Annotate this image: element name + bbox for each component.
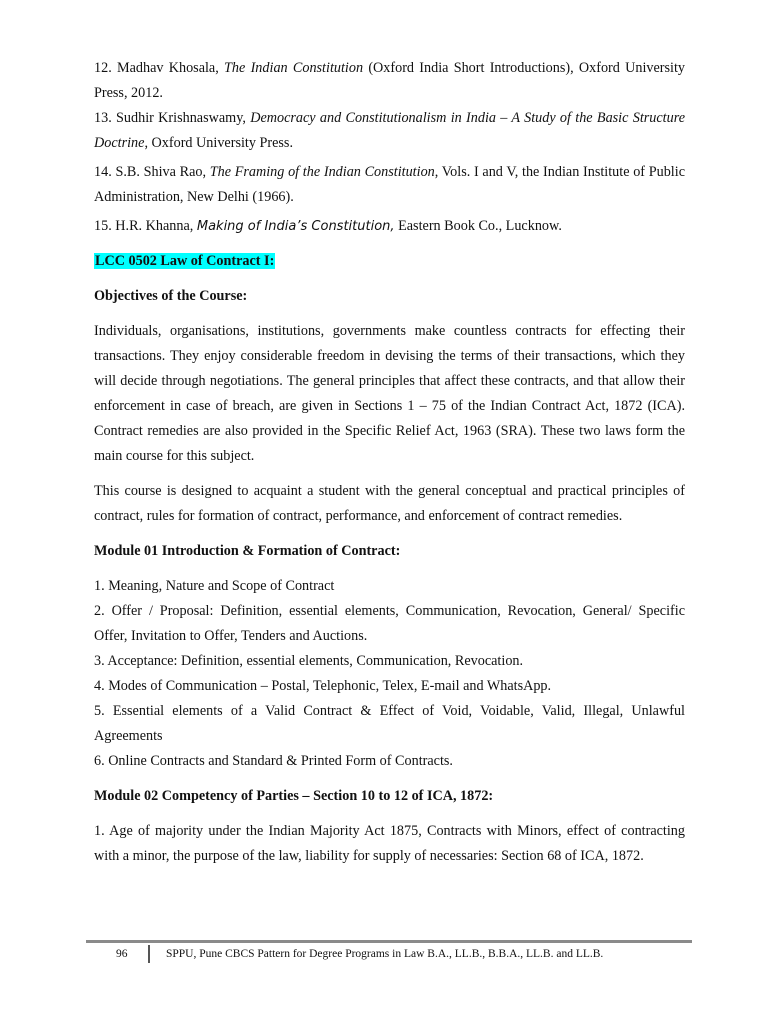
footer-separator [148,945,150,963]
course-title [94,249,685,274]
module-02-heading: Module 02 Competency of Parties – Section 10 to 12 of ICA, 1872: [94,788,494,804]
module-01-item: 3. Acceptance: Definition, essential elements, Communication, Revocation. [94,653,524,669]
page-number: 96 [116,948,128,960]
module-01-item: 6. Online Contracts and Standard & Printed Form of Contracts. [94,753,453,769]
module-01-item: 5. Essential elements of a Valid Contract & Effect of Void, Voidable, Valid, Illegal, Unlawful Agreements [94,703,685,744]
footer-text: SPPU, Pune CBCS Pattern for Degree Programs in Law B.A., LL.B., B.B.A., LL.B. and LL.B. [166,948,604,960]
course-title-highlight: LCC 0502 Law of Contract I: [95,253,275,269]
ref-author: 14. S.B. Shiva Rao, [94,164,210,180]
module-01-heading: Module 01 Introduction & Formation of Contract: [94,543,401,559]
ref-publisher: , Oxford University Press. [144,135,293,151]
ref-title: Making of India’s Constitution, [196,219,395,234]
reference-15 [94,214,685,239]
module-01-item: 4. Modes of Communication – Postal, Telephonic, Telex, E-mail and WhatsApp. [94,678,552,694]
ref-publisher: Eastern Book Co., Lucknow. [394,218,562,234]
reference-12 [94,56,685,106]
ref-publisher: , Vols. I and V, the Indian Institute of Public Administration, New Delhi (1966). [94,164,685,205]
objectives-heading: Objectives of the Course: [94,288,248,304]
ref-author: 13. Sudhir Krishnaswamy, [94,110,251,126]
ref-author: 12. Madhav Khosala, [94,60,225,76]
reference-13 [94,106,685,156]
page-footer [86,940,692,967]
ref-author: 15. H.R. Khanna, [94,218,197,234]
ref-publisher: (Oxford India Short Introductions), Oxford University Press, 2012. [94,60,686,101]
reference-14 [94,160,685,210]
module-02-item: 1. Age of majority under the Indian Majority Act 1875, Contracts with Minors, effect of contracting with a minor, the purpose of the law, liability for supply of necessaries: Section 68 of ICA, 1872. [94,823,685,864]
objectives-paragraph-2: This course is designed to acquaint a student with the general conceptual and practical principles of contract, rules for formation of contract, performance, and enforcement of contract remedies. [94,483,685,524]
module-01-item: 2. Offer / Proposal: Definition, essential elements, Communication, Revocation, General/ Specific Offer, Invitation to Offer, Tenders and Auctions. [94,603,685,644]
ref-title: The Indian Constitution [224,60,364,76]
objectives-paragraph-1: Individuals, organisations, institutions, governments make countless contracts for effecting their transactions. They enjoy considerable freedom in devising the terms of their transactions, which they will decide through negotiations. The general principles that affect these contracts, and that allow their enforcement in case of breach, are given in Sections 1 – 75 of the Indian Contract Act, 1872 (ICA). Contract remedies are also provided in the Specific Relief Act, 1963 (SRA). These two laws form the main course for this subject. [94,323,685,464]
ref-title: Democracy and Constitutionalism in India – A Study of the Basic Structure Doctrine [94,110,685,151]
module-01-item: 1. Meaning, Nature and Scope of Contract [94,578,335,594]
ref-title: The Framing of the Indian Constitution [209,164,435,180]
document-page [94,56,685,869]
